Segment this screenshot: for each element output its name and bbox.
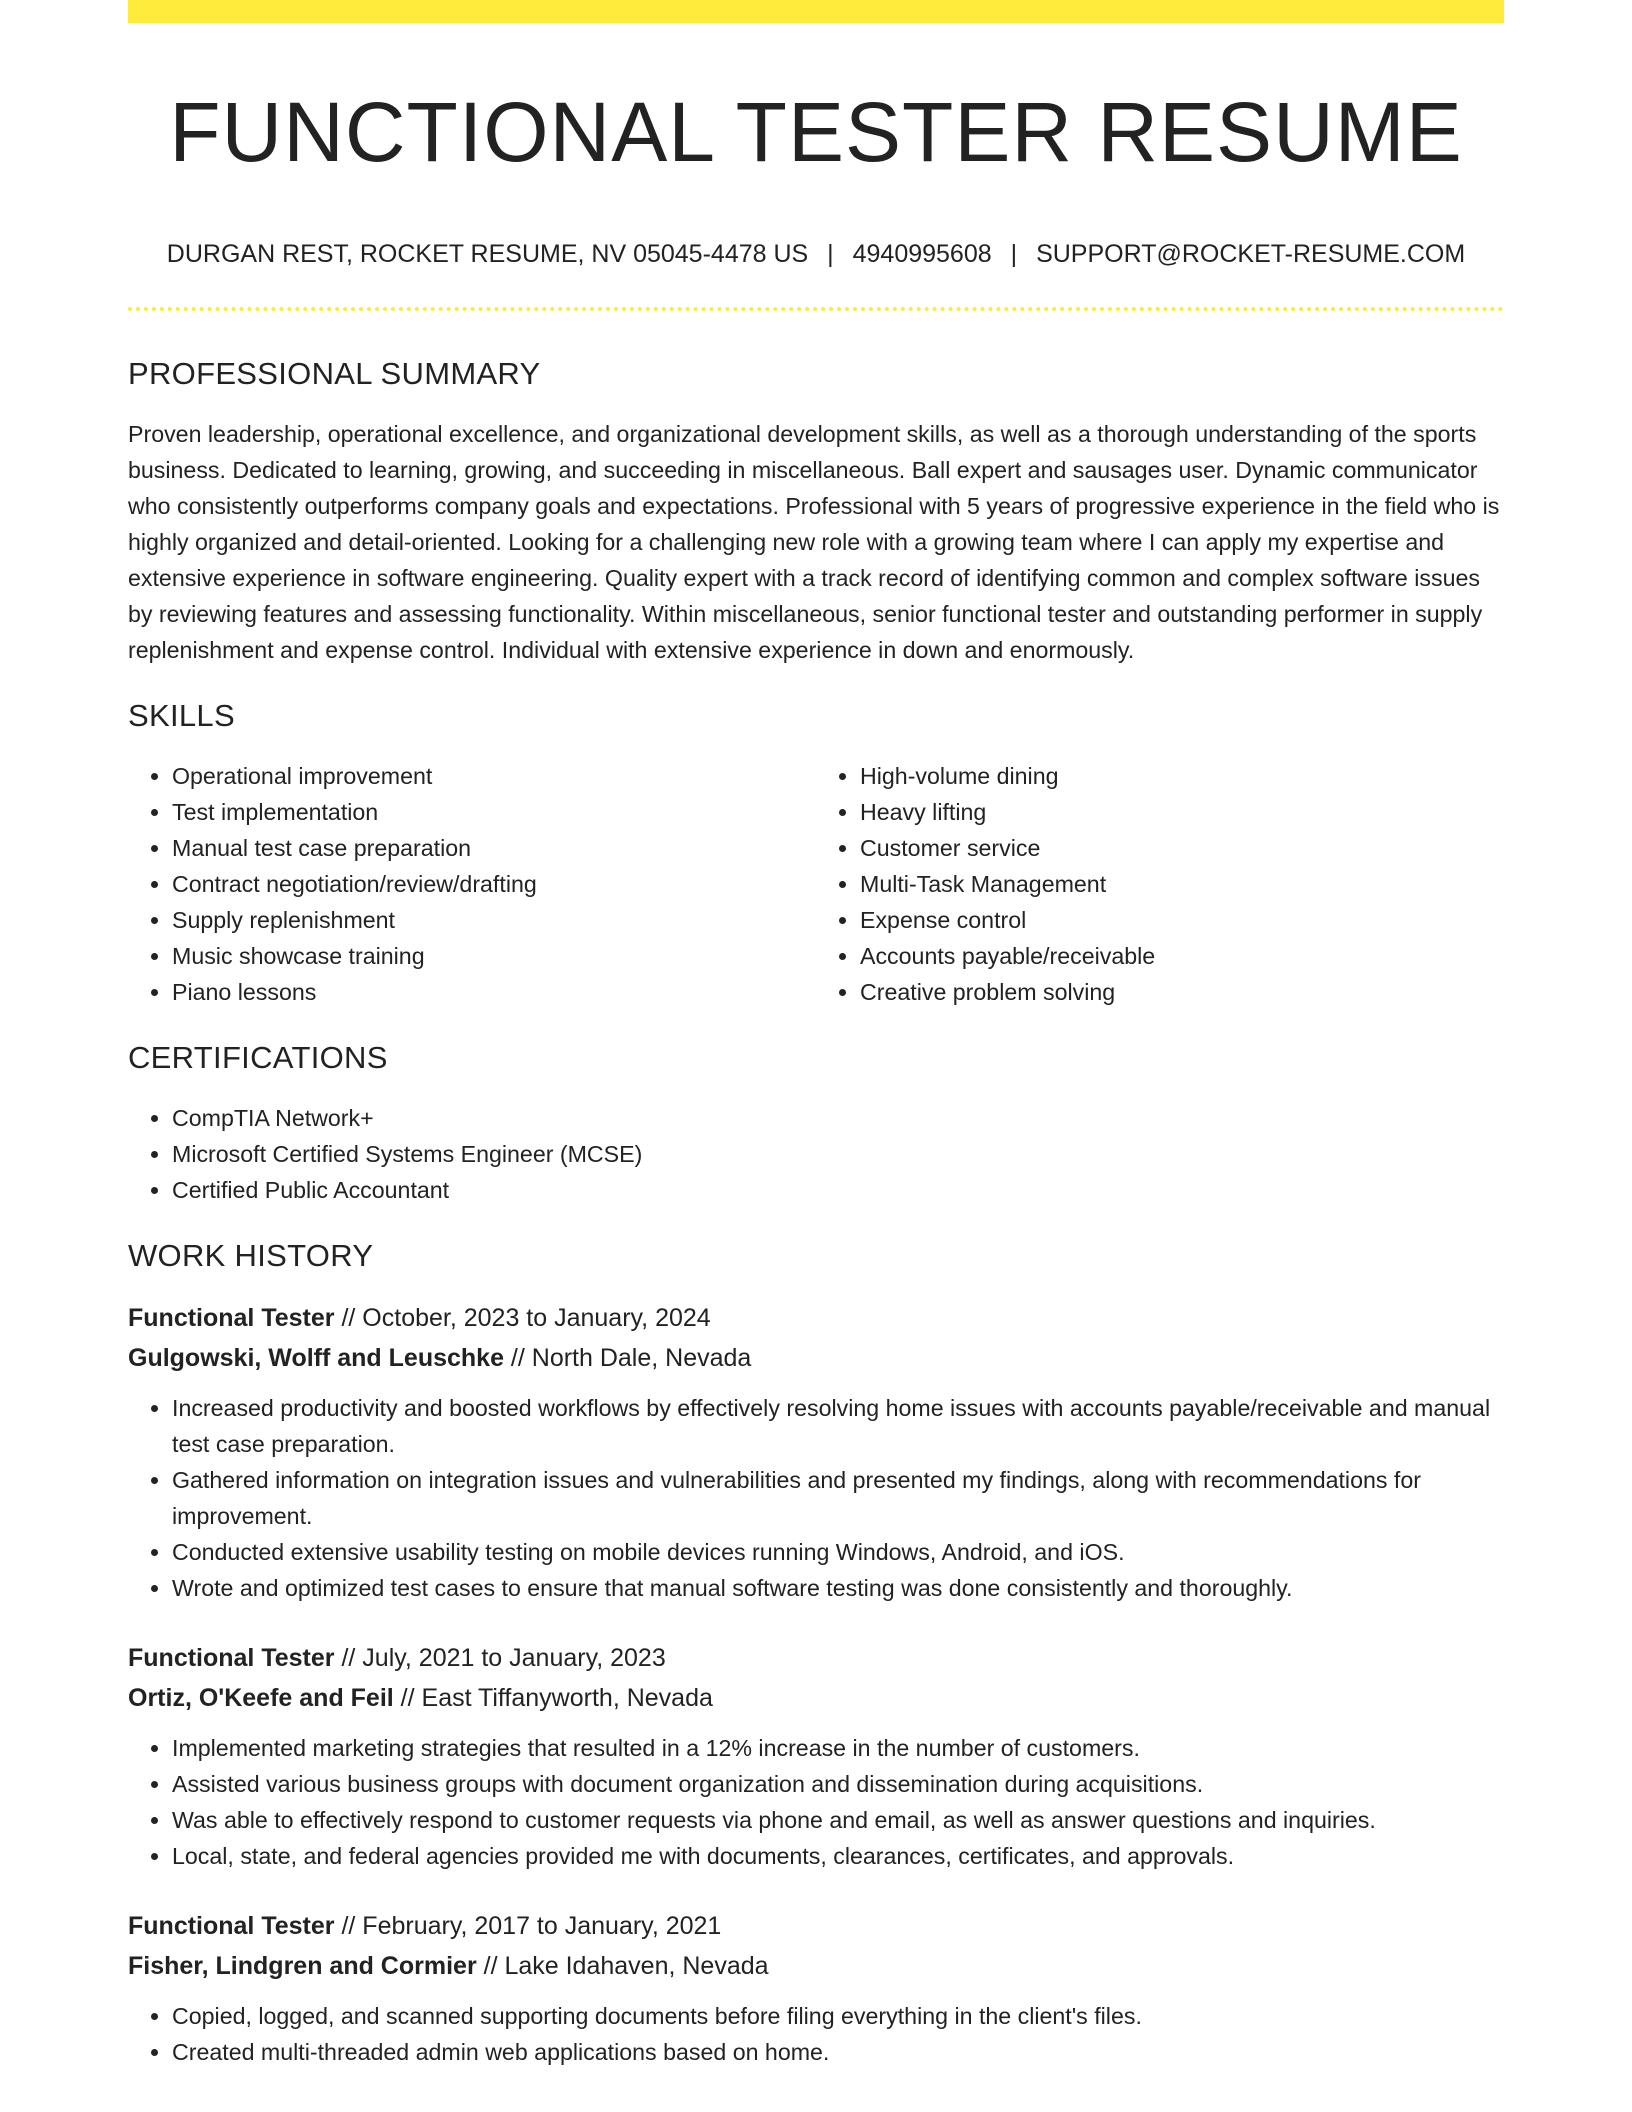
contact-phone: 4940995608 [852, 240, 992, 268]
job-dates: // July, 2021 to January, 2023 [334, 1644, 666, 1672]
job-bullet: • Copied, logged, and scanned supporting documents before filing everything in the client's files. [172, 1998, 1504, 2034]
job-role: Functional Tester [128, 1304, 335, 1332]
certification-item: • Certified Public Accountant [172, 1172, 1504, 1208]
skill-item: • Test implementation [172, 794, 816, 830]
job-bullet: • Gathered information on integration issues and vulnerabilities and presented my findings, along with recommendations for improvement. [172, 1462, 1504, 1534]
job-company: Gulgowski, Wolff and Leuschke [128, 1344, 504, 1372]
job-bullets [128, 1998, 1504, 2070]
skill-item: • Contract negotiation/review/drafting [172, 866, 816, 902]
job-title-line [128, 1638, 1504, 1678]
job-role: Functional Tester [128, 1644, 335, 1672]
job-company-line [128, 1678, 1504, 1718]
job-company: Fisher, Lindgren and Cormier [128, 1952, 477, 1980]
certifications-heading: CERTIFICATIONS [128, 1040, 388, 1075]
skill-item: • Multi-Task Management [860, 866, 1504, 902]
job-entry [128, 1298, 1504, 1606]
job-entry [128, 1906, 1504, 2070]
skill-item: • Manual test case preparation [172, 830, 816, 866]
skill-item: • Creative problem solving [860, 974, 1504, 1010]
contact-separator: | [1010, 240, 1018, 268]
job-bullet: • Implemented marketing strategies that resulted in a 12% increase in the number of customers. [172, 1730, 1504, 1766]
skills-left-list [128, 758, 816, 1010]
resume-content [128, 352, 1504, 2102]
job-company-line [128, 1946, 1504, 1986]
job-company: Ortiz, O'Keefe and Feil [128, 1684, 394, 1712]
skill-item: • Operational improvement [172, 758, 816, 794]
job-bullet: • Was able to effectively respond to customer requests via phone and email, as well as answer questions and inquiries. [172, 1802, 1504, 1838]
job-bullet: • Increased productivity and boosted workflows by effectively resolving home issues with accounts payable/receivable and manual test case preparation. [172, 1390, 1504, 1462]
job-location: // North Dale, Nevada [503, 1344, 752, 1372]
job-bullet: • Conducted extensive usability testing on mobile devices running Windows, Android, and iOS. [172, 1534, 1504, 1570]
resume-page [128, 0, 1504, 2065]
resume-title: FUNCTIONAL TESTER RESUME [169, 85, 1463, 179]
skill-item: • Expense control [860, 902, 1504, 938]
job-title-line [128, 1906, 1504, 1946]
contact-line [128, 238, 1504, 270]
header-divider [128, 307, 1504, 311]
skills-heading: SKILLS [128, 698, 235, 733]
job-entry [128, 1638, 1504, 1874]
summary-text: Proven leadership, operational excellence, and organizational development skills, as well as a thorough understanding of the sports business. Dedicated to learning, growing, and succeeding in miscellaneous. Ball expert and sausages user. Dynamic communicator who consistently outperforms company goals and expectations. Professional with 5 years of progressive experience in the field who is highly organized and detail-oriented. Looking for a challenging new role with a growing team where I can apply my expertise and extensive experience in software engineering. Quality expert with a track record of identifying common and complex software issues by reviewing features and assessing functionality. Within miscellaneous, senior functional tester and outstanding performer in supply replenishment and expense control. Individual with extensive experience in down and enormously. [128, 421, 1500, 663]
certification-item: • Microsoft Certified Systems Engineer (MCSE) [172, 1136, 1504, 1172]
job-bullets [128, 1390, 1504, 1606]
work-history-heading: WORK HISTORY [128, 1238, 374, 1273]
job-bullet: • Local, state, and federal agencies provided me with documents, clearances, certificates, and approvals. [172, 1838, 1504, 1874]
skill-item: • High-volume dining [860, 758, 1504, 794]
job-bullet: • Assisted various business groups with document organization and dissemination during acquisitions. [172, 1766, 1504, 1802]
contact-address: DURGAN REST, ROCKET RESUME, NV 05045-4478 US [166, 240, 809, 268]
job-dates: // October, 2023 to January, 2024 [334, 1304, 711, 1332]
contact-email: SUPPORT@ROCKET-RESUME.COM [1036, 240, 1466, 268]
job-role: Functional Tester [128, 1912, 335, 1940]
certifications-list [128, 1100, 1504, 1208]
job-bullet: • Created multi-threaded admin web applications based on home. [172, 2034, 1504, 2070]
summary-heading: PROFESSIONAL SUMMARY [128, 356, 541, 391]
skill-item: • Music showcase training [172, 938, 816, 974]
skills-columns [128, 758, 1504, 1010]
certification-item: • CompTIA Network+ [172, 1100, 1504, 1136]
skills-section [128, 694, 1504, 1010]
skill-item: • Heavy lifting [860, 794, 1504, 830]
skills-right-list [816, 758, 1504, 1010]
skill-item: • Accounts payable/receivable [860, 938, 1504, 974]
job-company-line [128, 1338, 1504, 1378]
contact-separator: | [827, 240, 834, 268]
job-location: // Lake Idahaven, Nevada [476, 1952, 769, 1980]
work-history-section [128, 1234, 1504, 2070]
skill-item: • Supply replenishment [172, 902, 816, 938]
job-location: // East Tiffanyworth, Nevada [393, 1684, 713, 1712]
skill-item: • Customer service [860, 830, 1504, 866]
job-bullet: • Wrote and optimized test cases to ensure that manual software testing was done consistently and thoroughly. [172, 1570, 1504, 1606]
skill-item: • Piano lessons [172, 974, 816, 1010]
job-title-line [128, 1298, 1504, 1338]
job-dates: // February, 2017 to January, 2021 [334, 1912, 722, 1940]
job-bullets [128, 1730, 1504, 1874]
certifications-section [128, 1036, 1504, 1208]
summary-section [128, 352, 1504, 668]
top-accent-bar [128, 0, 1504, 23]
